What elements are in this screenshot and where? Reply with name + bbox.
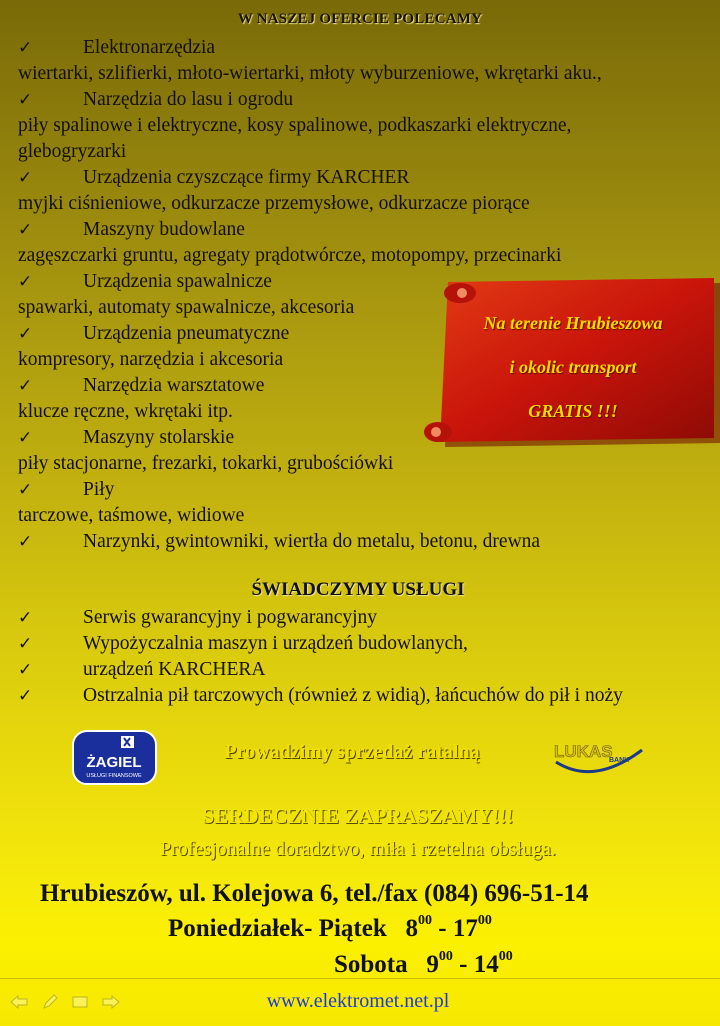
check-icon: ✓ [18, 220, 33, 240]
offer-category-title: Urządzenia pneumatyczne [83, 323, 290, 344]
lukas-logo [548, 728, 648, 780]
offer-category-items: wiertarki, szlifierki, młoto-wiertarki, młoty wyburzeniowe, wkrętarki aku., [18, 63, 602, 84]
services-title: ŚWIADCZYMY USŁUGI [251, 579, 465, 600]
offer-category-items: klucze ręczne, wkrętaki itp. [18, 401, 233, 422]
saturday-from-min: 00 [438, 949, 453, 964]
website-link[interactable]: www.elektromet.net.pl [266, 990, 450, 1012]
offer-category-items: tarczowe, taśmowe, widiowe [18, 505, 245, 526]
professional-text: Profesjonalne doradztwo, miła i rzetelna obsługa. [160, 838, 556, 860]
saturday-dash: - [452, 951, 474, 978]
zagiel-name: ŻAGIEL [86, 754, 142, 771]
offer-category-items: myjki ciśnieniowe, odkurzacze przemysłowe, odkurzacze piorące [18, 193, 530, 214]
offer-header: W NASZEJ OFERCIE POLECAMY [237, 11, 483, 27]
offer-category-items: glebogryzarki [18, 141, 127, 162]
offer-category [18, 166, 409, 190]
offer-category-items: piły spalinowe i elektryczne, kosy spalinowe, podkaszarki elektryczne, [18, 115, 572, 136]
saturday-label: Sobota [334, 951, 408, 978]
check-icon: ✓ [18, 532, 33, 552]
offer-category-title: Narzynki, gwintowniki, wiertła do metalu, betonu, drewna [83, 531, 541, 552]
weekday-to: 17 [452, 915, 478, 942]
offer-category [18, 322, 289, 346]
installments-text: Prowadzimy sprzedaż ratalną [224, 741, 480, 763]
check-icon: ✓ [18, 90, 33, 110]
check-icon: ✓ [18, 272, 33, 292]
offer-category [18, 530, 540, 554]
offer-category [18, 218, 245, 242]
check-icon: ✓ [18, 480, 33, 500]
weekday-dash: - [431, 915, 453, 942]
offer-category-title: Piły [83, 479, 115, 500]
offer-category [18, 478, 114, 502]
address-line: Hrubieszów, ul. Kolejowa 6, tel./fax (084) 696-51-14 [40, 880, 589, 907]
promo-line-2: i okolic transport [509, 357, 637, 377]
weekday-from-min: 00 [417, 913, 432, 928]
offer-category-title: Maszyny stolarskie [83, 427, 235, 448]
offer-category-items: piły stacjonarne, frezarki, tokarki, grubościówki [18, 453, 394, 474]
check-icon: ✓ [18, 686, 33, 706]
offer-category-items: spawarki, automaty spawalnicze, akcesoria [18, 297, 355, 318]
offer-category [18, 426, 234, 450]
zagiel-sub: USŁUGI FINANSOWE [86, 773, 142, 779]
saturday-hours [334, 949, 513, 979]
promo-line-1: Na terenie Hrubieszowa [483, 313, 663, 333]
weekday-hours [168, 913, 492, 943]
service-item [18, 658, 266, 682]
service-label: Wypożyczalnia maszyn i urządzeń budowlanych, [83, 633, 468, 654]
offer-category-items: kompresory, narzędzia i akcesoria [18, 349, 284, 370]
offer-category-title: Urządzenia czyszczące firmy KARCHER [83, 167, 410, 188]
check-icon: ✓ [18, 168, 33, 188]
offer-category-title: Narzędzia warsztatowe [83, 375, 265, 396]
check-icon: ✓ [18, 376, 33, 396]
check-icon: ✓ [18, 634, 33, 654]
check-icon: ✓ [18, 660, 33, 680]
service-label: Ostrzalnia pił tarczowych (również z widią), łańcuchów do pił i noży [83, 685, 623, 706]
service-label: Serwis gwarancyjny i pogwarancyjny [83, 607, 378, 628]
promo-line-3: GRATIS !!! [528, 401, 618, 421]
service-item [18, 606, 377, 630]
service-label: urządzeń KARCHERA [83, 659, 266, 680]
offer-category [18, 270, 272, 294]
offer-category-title: Maszyny budowlane [83, 219, 245, 240]
offer-category-title: Urządzenia spawalnicze [83, 271, 272, 292]
offer-category-title: Elektronarzędzia [83, 37, 216, 58]
invite-text: SERDECZNIE ZAPRASZAMY!!! [202, 804, 514, 828]
offer-category-title: Narzędzia do lasu i ogrodu [83, 89, 294, 110]
check-icon: ✓ [18, 324, 33, 344]
check-icon: ✓ [18, 428, 33, 448]
weekday-to-min: 00 [477, 913, 492, 928]
offer-category [18, 88, 293, 112]
footer-divider [0, 978, 720, 979]
check-icon: ✓ [18, 38, 33, 58]
saturday-from: 9 [426, 951, 439, 978]
service-item [18, 632, 468, 656]
offer-category [18, 36, 215, 60]
service-item [18, 684, 623, 708]
lukas-sub: BANK [609, 757, 630, 764]
saturday-to-min: 00 [498, 949, 513, 964]
offer-category [18, 374, 264, 398]
check-icon: ✓ [18, 608, 33, 628]
offer-category-items: zagęszczarki gruntu, agregaty prądotwórcze, motopompy, przecinarki [18, 245, 562, 266]
lukas-name: LUKAS [554, 742, 613, 761]
weekday-label: Poniedziałek- Piątek [168, 915, 387, 942]
saturday-to: 14 [473, 951, 499, 978]
weekday-from: 8 [405, 915, 418, 942]
